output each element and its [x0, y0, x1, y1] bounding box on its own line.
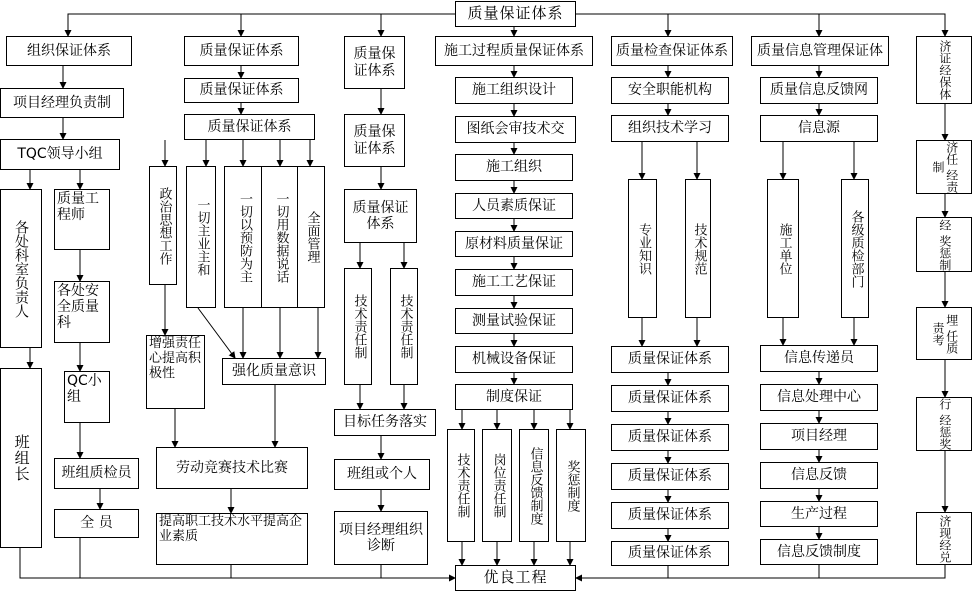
tech-study: 组织技术学习 — [611, 115, 729, 142]
sub-info-feedback: 信息反馈制度 — [519, 429, 549, 542]
tech-responsibility-2: 技术责任制 — [390, 268, 418, 385]
final-node: 优良工程 — [455, 565, 576, 591]
improve-skills: 提高职工技术水平提高企业素质 — [156, 513, 308, 565]
political-work: 政治思想工作 — [149, 166, 177, 285]
econ-item-1: 济证经保体 — [916, 36, 972, 104]
info-item-6: 信息反馈制度 — [760, 539, 878, 565]
feedback-network: 质量信息反馈网 — [760, 77, 878, 104]
total-management: 全面管理 — [297, 166, 325, 308]
tech-responsibility-1: 技术责任制 — [344, 268, 372, 385]
inspection-departments: 各级质检部门 — [841, 179, 869, 318]
org-guarantee-system: 组织保证体系 — [6, 36, 132, 66]
econ-item-6: 济现经兑 — [916, 512, 972, 565]
labor-competition: 劳动竞赛技术比赛 — [156, 447, 308, 489]
pm-responsibility: 项目经理负责制 — [0, 88, 124, 118]
process-item-3: 施工组织 — [455, 154, 573, 181]
sub-post-responsibility: 岗位责任制 — [482, 429, 512, 542]
professional-knowledge: 专业知识 — [628, 179, 657, 318]
users-first: 一切主业主和 — [186, 166, 216, 308]
info-source: 信息源 — [760, 115, 878, 142]
sub-tech-responsibility: 技术责任制 — [447, 429, 475, 542]
pm-diagnosis: 项目经理组织诊断 — [334, 511, 428, 565]
quality-system-b2: 质量保证体系 — [344, 114, 405, 167]
construction-unit: 施工单位 — [767, 179, 799, 318]
quality-system-a3: 质量保证体系 — [184, 114, 315, 140]
info-item-2: 信息处理中心 — [760, 384, 878, 411]
econ-item-2: 济任 经责制 — [916, 140, 972, 194]
inspect-item-5: 质量保证体系 — [611, 502, 729, 529]
info-management-system: 质量信息管理保证体 — [751, 36, 889, 66]
quality-system-b3: 质量保证体系 — [344, 189, 417, 243]
safety-function: 安全职能机构 — [611, 77, 729, 104]
inspect-item-6: 质量保证体系 — [611, 541, 729, 566]
all-staff: 全 员 — [54, 509, 139, 538]
qc-group: QC小组 — [64, 371, 110, 423]
process-item-9: 制度保证 — [455, 384, 573, 410]
quality-inspection-system: 质量检查保证体系 — [611, 36, 733, 66]
quality-system-a1: 质量保证体系 — [184, 36, 299, 66]
process-item-8: 机械设备保证 — [455, 346, 573, 373]
inspect-item-4: 质量保证体系 — [611, 463, 729, 490]
process-item-1: 施工组织设计 — [455, 77, 573, 104]
econ-item-5: 行 经惩奖 — [916, 397, 972, 451]
construction-process-system: 施工过程质量保证体系 — [435, 36, 593, 66]
sub-reward-punish: 奖惩制度 — [556, 429, 586, 542]
root-node: 质量保证体系 — [455, 1, 576, 27]
tqc-group: TQC领导小组 — [0, 139, 120, 170]
process-item-6: 施工工艺保证 — [455, 269, 573, 296]
dept-heads: 各处科室负责人 — [0, 189, 42, 348]
info-item-5: 生产过程 — [760, 501, 878, 527]
process-item-5: 原材料质量保证 — [455, 231, 573, 257]
quality-engineer: 质量工程师 — [54, 189, 110, 250]
inspect-item-2: 质量保证体系 — [611, 385, 729, 412]
safety-quality-dept: 各处安全质量科 — [54, 281, 110, 343]
info-item-3: 项目经理 — [760, 423, 878, 450]
inspect-item-1: 质量保证体系 — [611, 346, 729, 373]
process-item-7: 测量试验保证 — [455, 308, 573, 334]
quality-awareness: 强化质量意识 — [222, 358, 326, 385]
data-driven: 一切用数据说话 — [261, 166, 299, 308]
team-inspector: 班组质检员 — [54, 458, 139, 489]
econ-item-3: 经 奖惩制 — [916, 217, 972, 272]
responsibility-boost: 增强责任心提高积极性 — [146, 335, 205, 409]
quality-system-a2: 质量保证体系 — [184, 78, 299, 103]
target-tasks: 目标任务落实 — [334, 409, 436, 436]
info-item-1: 信息传递员 — [760, 345, 878, 372]
prevention-first: 一切以预防为主 — [224, 166, 263, 308]
team-or-individual: 班组或个人 — [334, 459, 430, 490]
team-leader: 班组长 — [0, 368, 42, 548]
econ-item-4: 埋 任质责考 — [916, 307, 972, 360]
process-item-2: 图纸会审技术交 — [455, 116, 576, 143]
tech-norms: 技术规范 — [685, 179, 711, 318]
inspect-item-3: 质量保证体系 — [611, 424, 729, 451]
info-item-4: 信息反馈 — [760, 462, 878, 489]
process-item-4: 人员素质保证 — [455, 193, 573, 219]
quality-system-b1: 质量保证体系 — [344, 36, 405, 89]
